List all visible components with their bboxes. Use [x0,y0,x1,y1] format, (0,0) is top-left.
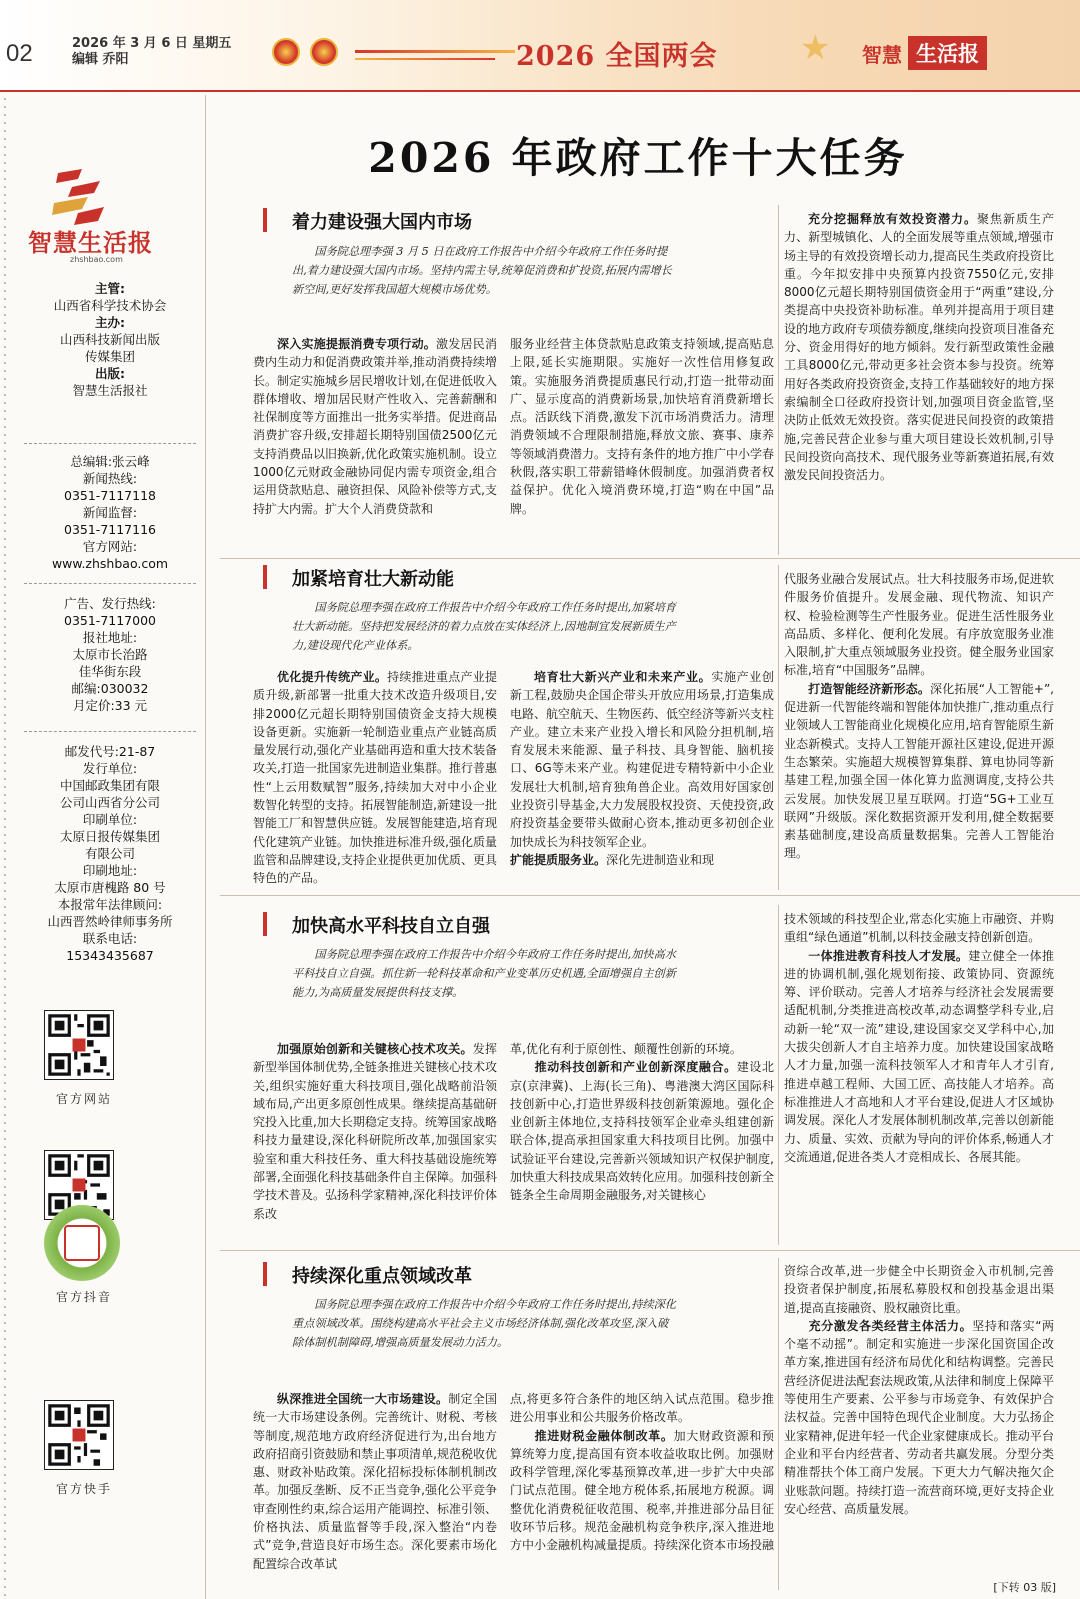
national-emblem-icon [272,38,300,66]
lead-4-1: 纵深推进全国统一大市场建设。 [277,1392,449,1406]
lead-3-3b: 一体推进教育科技人才发展。 [808,948,969,963]
distributor-2: 公司山西省分公司 [59,795,160,810]
section-divider [220,558,1080,559]
section-marker [263,1262,267,1286]
section-intro-1: 国务院总理李强 3 月 5 日在政府工作报告中介绍今年政府工作任务时提出,着力建设强大国内市场。坚持内需主导,统筹促消费和扩投资,拓展内需增长新空间,更好发挥我国超大规模市场优势。 [292,245,672,296]
distributor-label: 发行单位: [82,761,138,776]
qr-caption-website: 官方网站 [56,1092,113,1106]
newspaper-url: zhshbao.com [70,255,123,264]
dotted-border [2,95,8,1599]
body-4-2b: 加大财政资源和预算统筹力度,提高国有资本收益收取比例。加强财政科学管理,深化零基预算改革,进一步扩大中央部门试点范围。健全地方税体系,拓展地方税源。调整优化消费税征收范围、税率,并推进部分品目征收环节后移。规范金融机构竞争秩序,深入推进地方中小金融机构减量提质。持续深化资本市场投融 [510,1428,774,1553]
cppcc-emblem-icon [310,38,338,66]
body-4-3: 资综合改革,进一步健全中长期资金入市机制,完善投资者保护制度,拓展私募股权和创投基金退出渠道,提高直接融资、股权融资比重。 [784,1264,1054,1315]
section-intro-3: 国务院总理李强在政府工作报告中介绍今年政府工作任务时提出,加快高水平科技自立自强。抓住新一轮科技革命和产业变革历史机遇,全面增强自主创新能力,为高质量发展提供科技支撑。 [292,948,676,999]
issue-meta [72,36,231,68]
publisher: 智慧生活报社 [72,383,148,398]
address-line-1: 太原市长治路 [72,647,148,662]
news-hotline: 0351-7117118 [64,488,156,503]
lead-1-3: 充分挖掘释放有效投资潜力。 [808,212,977,226]
issue-editor: 编辑 乔阳 [72,52,129,67]
organizer: 山西科技新闻出版传媒集团 [59,332,160,364]
body-1-1: 激发居民消费内生动力和促消费政策并举,推动消费持续增长。制定实施城乡居民增收计划,在促进低收入群体增收、增加居民财产性收入、完善薪酬和社保制度等方面推出一批务实举措。促进商品消费扩容升级,安排超长期特别国债2500亿元支持消费品以旧换新,优化政策实施机制。设立1000亿元财政金融协同促内需专项资金,组合运用贷款贴息、融资担保、风险补偿等方式,支持扩大内需。扩大个人消费贷款和 [253,337,497,516]
section-marker [263,565,267,589]
body-2-3: 代服务业融合发展试点。壮大科技服务市场,促进软件服务价值提升。发展金融、现代物流、知识产权、检验检测等生产性服务业。促进生活性服务业高品质、多样化、便利化发展。有序放宽服务业准入限制,扩大重点领域服务业投资。健全服务业国家标准,培育“中国服务”品牌。 [784,572,1054,678]
news-hotline-label: 新闻热线: [82,471,138,486]
contact-label: 联系电话: [82,931,138,946]
column-divider [778,1258,779,1590]
column-divider [778,905,779,1245]
news-supervision: 0351-7117116 [64,522,156,537]
body-4-3b: 坚持和落实“两个毫不动摇”。制定和实施进一步深化国资国企改革方案,推进国有经济布局优化和结构调整。完善民营经济促进法配套法规政策,从法律和制度上保障平等使用生产要素、公平参与市场竞争、有效保护合法权益。完善中国特色现代企业制度。大力弘扬企业家精神,促进年轻一代企业家健康成长。推动平台企业和平台内经营者、劳动者共赢发展。分型分类精准帮扶个体工商户发展。下更大力气解决拖欠企业账款问题。持续打造一流营商环境,更好支持企业安心经营、高质量发展。 [784,1318,1054,1516]
sponsor: 山西省科学技术协会 [53,298,167,313]
body-3-3b: 建立健全一体推进的协调机制,强化规划衔接、政策协同、资源统筹、评价联动。完善人才培养与经济社会发展需要适配机制,分类推进高校改革,动态调整学科专业,启动新一轮“双一流”建设,建设国家交叉学科中心,加大拔尖创新人才自主培养力度。加快建设国家战略人才力量,加强一流科技领军人才和青年人才引育,推进卓越工程师、大国工匠、高技能人才培养。高标准推进人才高地和人才平台建设,促进人才区域协调发展。深化人才发展体制机制改革,完善以创新能力、质量、实效、贡献为导向的评价体系,畅通人才交流通道,促进各类人才竞相成长、各展其能。 [784,948,1054,1164]
contact-phone: 15343435687 [66,948,154,963]
section-1-column-2: 服务业经营主体贷款贴息政策支持领域,提高贴息上限,延长实施期限。实施好一次性信用修复政策。实施服务消费提质惠民行动,打造一批带动面广、显示度高的消费新场景,加快培育消费新增长点。活跃线下消费,激发下沉市场消费活力。清理消费领域不合理限制措施,释放文旅、赛事、康养等领域消费潜力。支持有条件的地方推广中小学春秋假,落实职工带薪错峰休假制度。加强消费者权益保护。优化入境消费环境,打造“购在中国”品牌。 [510,337,774,516]
printer-1: 太原日报传媒集团 [59,829,160,844]
douyin-logo-icon [64,1225,100,1261]
page-number: 02 [6,40,33,67]
body-2-2: 实施产业创新工程,鼓励央企国企带头开放应用场景,打造集成电路、航空航天、生物医药、低空经济等新兴支柱产业。建立未来产业投入增长和风险分担机制,培育发展未来能源、量子科技、具身智能、脑机接口、6G等未来产业。构建促进专精特新中小企业发展壮大机制,培育独角兽企业。高效用好国家创业投资引导基金,大力发展股权投资、天使投资,政府投资基金要带头做耐心资本,推动更多初创企业加快成长为科技领军企业。 [510,670,774,849]
lead-2-3b: 打造智能经济新形态。 [808,681,931,696]
organizer-label: 主办: [95,315,125,330]
section-3-column-1 [253,1040,497,1240]
section-4-column-1 [253,1390,497,1588]
qr-caption-douyin: 官方抖音 [56,1290,113,1304]
article-title: 2026 年政府工作十大任务 [368,134,908,182]
continued-note[interactable]: [下转 03 版] [993,1581,1056,1594]
column-divider [778,565,779,890]
body-4-2: 点,将更多符合条件的地区纳入试点范围。稳步推进公用事业和公共服务价格改革。 [510,1392,774,1425]
brand-left-text: 智慧 [862,42,902,67]
divider [24,731,196,732]
section-title-1: 着力建设强大国内市场 [292,212,472,233]
monthly-price: 月定价:33 元 [72,698,148,713]
section-1-column-3 [784,210,1054,554]
body-2-3b: 深化拓展“人工智能+”,促进新一代智能终端和智能体加快推广,推动重点行业领域人工智能商业化规模化应用,培育智能原生新业态新模式。支持人工智能开源社区建设,促进开源生态繁荣。实施超大规模智算集群、算电协同等新基建工程,加强全国一体化算力监测调度,支持公共云发展。加快发展卫星互联网。打造“5G+工业互联网”升级版。深化数据资源开发利用,健全数据要素基础制度,建设高质量数据集。完善人工智能治理。 [784,681,1054,861]
body-2-1: 持续推进重点产业提质升级,新部署一批重大技术改造升级项目,安排2000亿元超长期特别国债资金支持大规模设备更新。实施新一轮制造业重点产业链高质量发展行动,强化产业基础再造和重大技术装备攻关,打造一批国家先进制造业集群。推行普惠性“上云用数赋智”服务,持续加大对中小企业数智化转型的支持。拓展智能制造,新建设一批智能工厂和智慧供应链。发展智能建造,培育现代化建筑产业链。加快推进标准升级,强化质量监管和品牌建设,支持企业提供更加优质、更具特色的产品。 [253,670,497,886]
newspaper-logo-icon [48,165,108,227]
section-2-column-2 [510,668,774,886]
ad-hotline: 0351-7117000 [64,613,156,628]
print-address-label: 印刷地址: [82,863,138,878]
divider [24,583,196,584]
postcode: 邮编:030032 [71,681,149,696]
lead-4-2b: 推进财税金融体制改革。 [534,1428,674,1443]
lead-4-3b: 充分激发各类经营主体活力。 [808,1318,973,1333]
issue-date: 2026 年 3 月 6 日 星期五 [72,36,232,51]
lead-2-1: 优化提升传统产业。 [277,670,388,684]
lead-2-2: 培育壮大新兴产业和未来产业。 [534,670,712,684]
lead-3-1: 加强原始创新和关键核心技术攻关。 [277,1042,473,1056]
section-2-column-1 [253,668,497,886]
ad-hotline-label: 广告、发行热线: [64,596,156,611]
website: www.zhshbao.com [51,556,169,571]
printer-2: 有限公司 [84,846,135,861]
section-4-column-2 [510,1390,774,1588]
print-address: 太原市唐槐路 80 号 [54,880,166,895]
section-marker [263,208,267,232]
publisher-label: 出版: [95,366,125,381]
section-title-2: 加紧培育壮大新动能 [292,569,454,590]
divider [24,443,196,444]
body-3-2b: 建设北京(京津冀)、上海(长三角)、粤港澳大湾区国际科技创新中心,打造世界级科技创新策源地。强化企业创新主体地位,支持科技领军企业牵头组建创新联合体,提高承担国家重大科技项目比例。加强中试验证平台建设,完善新兴领域知识产权保护制度,加快重大科技成果高效转化应用。加强科技创新全链条全生命周期金融服务,对关键核心 [510,1060,774,1203]
printer-label: 印刷单位: [82,812,138,827]
section-2-column-3 [784,570,1054,888]
section-4-column-3 [784,1262,1054,1578]
body-3-1: 发挥新型举国体制优势,全链条推进关键核心技术攻关,组织实施好重大科技项目,强化战略前沿领域布局,产出更多原创性成果。继续提高基础研究投入比重,加大长期稳定支持。统筹国家战略科技力量建设,深化科研院所改革,加强国家实验室和重大科技任务、重大科技基础设施统筹部署,全面强化科技基础条件自主保障。加强科学技术普及。弘扬科学家精神,深化科技评价体系改 [253,1042,497,1221]
distributor-1: 中国邮政集团有限 [59,778,160,793]
distribution-info [20,743,200,964]
editorial-contacts [20,453,200,572]
event-title: 2026 全国两会 [516,41,718,72]
website-label: 官方网站: [82,539,138,554]
address-label: 报社地址: [82,630,138,645]
advertising-info [20,595,200,714]
body-3-2: 革,优化有利于原创性、颠覆性创新的环境。 [510,1042,742,1056]
newspaper-name: 智慧生活报 [28,228,153,257]
brand-logo [862,36,987,70]
section-title-3: 加快高水平科技自立自强 [292,916,490,937]
chief-editor: 总编辑:张云峰 [70,454,150,469]
page-header [0,0,1080,92]
legal-firm: 山西晋然岭律师事务所 [47,914,173,929]
body-3-3: 技术领域的科技型企业,常态化实施上市融资、并购重组“绿色通道”机制,以科技金融支持创新创造。 [784,912,1054,945]
section-title-4: 持续深化重点领域改革 [292,1266,472,1287]
website-qr-code[interactable] [44,1010,114,1080]
postal-code: 邮发代号:21-87 [64,744,156,759]
qr-caption-kuaishou: 官方快手 [56,1482,113,1496]
legal-label: 本报常年法律顾问: [57,897,163,912]
news-supervision-label: 新闻监督: [82,505,138,520]
section-intro-4: 国务院总理李强在政府工作报告中介绍今年政府工作任务时提出,持续深化重点领域改革。围绕构建高水平社会主义市场经济体制,强化改革攻坚,深入破除体制机制障碍,增强高质量发展动力活力。 [292,1298,676,1349]
body-4-1: 制定全国统一大市场建设条例。完善统计、财税、考核等制度,规范地方政府经济促进行为,出台地方政府招商引资鼓励和禁止事项清单,规范税收优惠、财政补贴政策。深化招标投标体制机制改革。加强反垄断、反不正当竞争,强化公平竞争审查刚性约束,综合运用产能调控、标准引领、价格执法、质量监督等手段,深入整治“内卷式”竞争,营造良好市场生态。深化要素市场化配置综合改革试 [253,1392,497,1571]
star-icon: ★ [800,28,831,68]
lead-3-2b: 推动科技创新和产业创新深度融合。 [534,1060,737,1075]
brand-right-text: 生活报 [908,36,987,70]
body-1-3: 聚焦新质生产力、新型城镇化、人的全面发展等重点领域,增强市场主导的有效投资增长动力,提高民生类政府投资比重。今年拟安排中央预算内投资7550亿元,安排8000亿元超长期特别国债资金用于“两重”建设,分类提高中央投资补助标准。单列并提高用于项目建设的地方政府专项债券额度,继续向投资项目准备充分、资金用得好的地方倾斜。发行新型政策性金融工具8000亿元,带动更多社会资本参与投资。统筹用好各类政府投资资金,支持工作基础较好的地方探索编制全口径政府投资计划,加强项目资金监管,坚决防止低效无效投资。落实促进民间投资的政策措施,完善民营企业参与重大项目建设长效机制,引导民间投资向高技术、现代服务业等新赛道拓展,有效激发民间投资活力。 [784,212,1054,483]
kuaishou-qr-code[interactable] [44,1400,114,1470]
section-divider [220,895,1080,896]
section-intro-2: 国务院总理李强在政府工作报告中介绍今年政府工作任务时提出,加紧培育壮大新动能。坚持把发展经济的着力点放在实体经济上,因地制宜发展新质生产力,建设现代化产业体系。 [292,601,676,652]
section-3-column-3 [784,910,1054,1242]
ribbon-decoration [355,50,515,53]
emblems [272,38,338,66]
section-marker [263,912,267,936]
column-divider [778,205,779,555]
sponsor-label: 主管: [95,281,125,296]
section-divider [220,1250,1080,1251]
lead-1-1: 深入实施提振消费专项行动。 [277,337,437,351]
lead-2-2b: 扩能提质服务业。 [510,852,607,867]
address-line-2: 佳华街东段 [78,664,142,679]
masthead-sidebar [0,95,206,1599]
section-1-column-1 [253,335,497,553]
publication-info [20,280,200,399]
section-3-column-2 [510,1040,774,1240]
ribbon-decoration-2 [355,58,495,60]
body-2-2b: 深化先进制造业和现 [606,852,715,867]
